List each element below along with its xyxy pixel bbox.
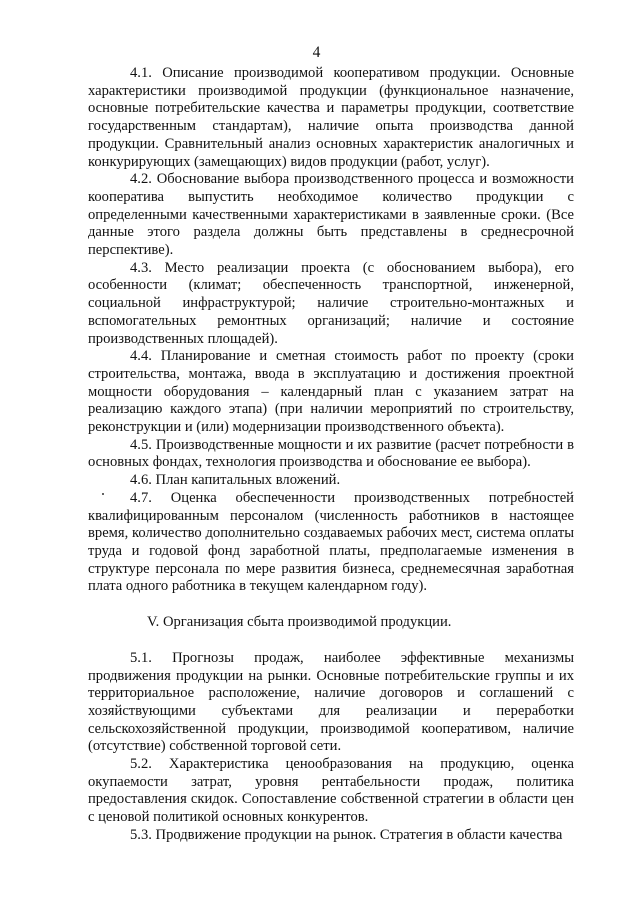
section-heading: V. Организация сбыта производимой продукции. — [147, 614, 452, 631]
paragraph-5-3: 5.3. Продвижение продукции на рынок. Стратегия в области качества — [130, 826, 563, 843]
paragraph-4-3: 4.3. Место реализации проекта (с обоснованием выбора), его особенности (климат; обеспеченность транспортной, инженерной, социальной инфраструктурой; наличие строительно-монтажных и вспомогательных ремонтных организаций; наличие и состояние производственных площадей). — [88, 259, 574, 347]
paragraph-4-1: 4.1. Описание производимой кооперативом продукции. Основные характеристики производимой продукции (функциональное назначение, основные потребительские качества и параметры продукции, соответствие государственным стандартам), наличие опыта производства данной продукции. Сравнительный анализ основных характеристик аналогичных и конкурирующих (замещающих) видов продукции (работ, услуг). — [88, 65, 574, 170]
paragraph-4-4: 4.4. Планирование и сметная стоимость работ по проекту (сроки строительства, монтажа, ввода в эксплуатацию и достижения проектной мощности оборудования – календарный план с указанием затрат на реализацию каждого этапа) (при наличии мероприятий по строительству, реконструкции и (или) модернизации производственного объекта). — [88, 348, 574, 436]
document-body — [88, 65, 574, 845]
paragraph-4-7: 4.7. Оценка обеспеченности производственных потребностей квалифицированным персоналом (численность работников в настоящее время, количество дополнительно создаваемых рабочих мест, система оплаты труда и годовой фонд заработной платы, предполагаемые изменения в структуре персонала по мере развития бизнеса, среднемесячная заработная плата одного работника в текущем календарном году). — [88, 489, 574, 595]
scan-speck — [102, 493, 104, 495]
paragraph-4-2: 4.2. Обоснование выбора производственного процесса и возможности кооператива выпустить необходимое количество продукции с определенными качественными характеристиками в заявленные сроки. (Все данные этого раздела должны быть представлены в среднесрочной перспективе). — [88, 171, 574, 259]
paragraph-4-5: 4.5. Производственные мощности и их развитие (расчет потребности в основных фондах, технология производства и обоснование ее выбора). — [88, 436, 574, 471]
paragraph-5-1: 5.1. Прогнозы продаж, наиболее эффективные механизмы продвижения продукции на рынки. Основные потребительские группы и их территориальное расположение, наличие договоров и соглашений с хозяйствующими субъектами для реализации и переработки сельскохозяйственной продукции, производимой кооперативом, наличие (отсутствие) собственной торговой сети. — [88, 649, 574, 755]
paragraph-4-6: 4.6. План капитальных вложений. — [130, 472, 341, 489]
paragraph-5-2: 5.2. Характеристика ценообразования на продукцию, оценка окупаемости затрат, уровня рентабельности продаж, политика предоставления скидок. Сопоставление собственной стратегии в области цен с ценовой политикой основных конкурентов. — [88, 756, 574, 826]
page-number: 4 — [312, 44, 321, 61]
